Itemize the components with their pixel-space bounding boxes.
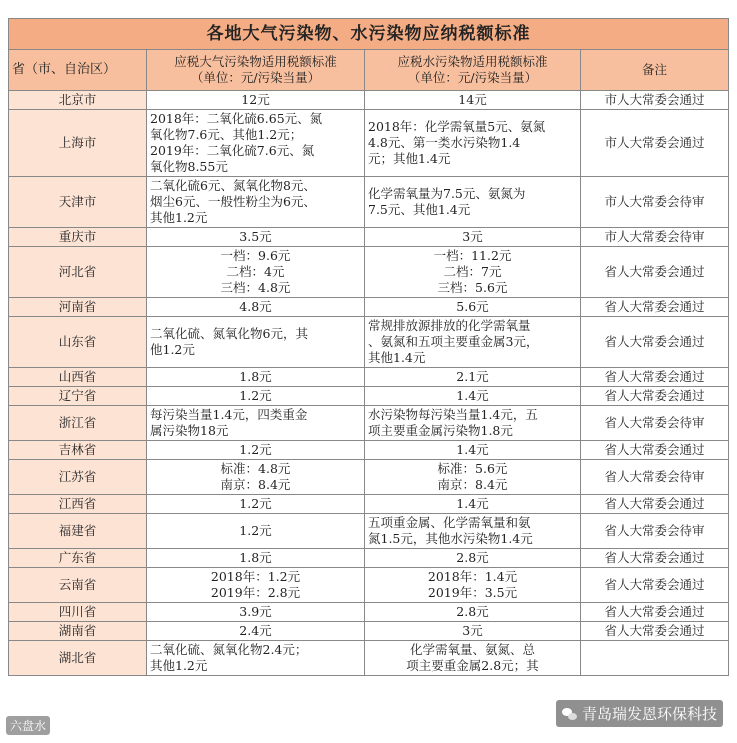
water-rate-line: 化学需氧量为7.5元、氨氮为 [368,186,526,201]
air-rate-cell [147,568,365,603]
air-rate-line: 氧化物7.6元、其他1.2元； [150,127,303,142]
note-cell: 省人大常委会通过 [581,549,729,568]
table-row [9,298,729,317]
air-rate-line: 2019年：二氧化硫7.6元、氮 [150,143,315,158]
water-rate-line: 化学需氧量、氨氮、总 [409,642,535,657]
water-rate-line: 标准：5.6元 [437,461,508,476]
water-rate-line: 南京：8.4元 [437,477,508,492]
air-rate-line: 氧化物8.55元 [150,159,228,174]
note-cell: 市人大常委会待审 [581,177,729,228]
water-rate-cell [365,406,581,441]
province-cell: 吉林省 [9,441,147,460]
header-water-line2: （单位：元/污染当量） [407,70,538,85]
water-rate-cell [365,549,581,568]
province-cell: 上海市 [9,110,147,177]
water-rate-cell [365,177,581,228]
water-rate-line: 2019年：3.5元 [427,585,518,600]
water-rate-line: 14元 [458,92,487,107]
note-cell: 市人大常委会通过 [581,91,729,110]
table-row [9,91,729,110]
note-cell: 省人大常委会通过 [581,317,729,368]
province-cell: 辽宁省 [9,387,147,406]
province-cell: 河南省 [9,298,147,317]
water-rate-line: 元；其他1.4元 [368,151,451,166]
water-rate-line: 项主要重金属2.8元；其 [406,658,539,673]
water-rate-cell [365,495,581,514]
province-cell: 福建省 [9,514,147,549]
water-rate-line: 、氨氮和五项主要重金属3元， [368,334,539,349]
air-rate-line: 一档：9.6元 [220,248,291,263]
table-row [9,460,729,495]
watermark-right [556,700,723,727]
note-cell: 省人大常委会通过 [581,622,729,641]
water-rate-line: 2018年：化学需氧量5元、氨氮 [368,119,546,134]
water-rate-cell [365,603,581,622]
air-rate-line: 1.8元 [239,369,272,384]
table-row [9,177,729,228]
air-rate-cell [147,603,365,622]
water-rate-line: 1.4元 [456,496,489,511]
air-rate-line: 12元 [241,92,270,107]
note-cell: 省人大常委会待审 [581,406,729,441]
air-rate-line: 三档：4.8元 [220,280,291,295]
note-cell: 市人大常委会通过 [581,110,729,177]
table-row [9,495,729,514]
table-row [9,603,729,622]
water-rate-cell [365,317,581,368]
tax-standard-table [8,18,729,676]
province-cell: 湖南省 [9,622,147,641]
water-rate-cell [365,247,581,298]
air-rate-cell [147,247,365,298]
air-rate-line: 1.2元 [239,496,272,511]
water-rate-line: 常规排放源排放的化学需氧量 [368,318,531,333]
air-rate-line: 烟尘6元、一般性粉尘为6元、 [150,194,316,209]
air-rate-line: 每污染当量1.4元，四类重金 [150,407,308,422]
table-row [9,568,729,603]
province-cell: 浙江省 [9,406,147,441]
water-rate-line: 3元 [462,623,483,638]
header-row [9,50,729,91]
water-rate-line: 一档：11.2元 [433,248,512,263]
water-rate-line: 2.8元 [456,604,489,619]
table-row [9,406,729,441]
air-rate-line: 二档：4元 [226,264,285,279]
province-cell: 广东省 [9,549,147,568]
water-rate-line: 5.6元 [456,299,489,314]
note-cell: 市人大常委会待审 [581,228,729,247]
air-rate-line: 4.8元 [239,299,272,314]
water-rate-cell [365,298,581,317]
water-rate-cell [365,387,581,406]
province-cell: 山东省 [9,317,147,368]
note-cell: 省人大常委会通过 [581,568,729,603]
air-rate-line: 2.4元 [239,623,272,638]
water-rate-line: 三档：5.6元 [437,280,508,295]
air-rate-line: 二氧化硫、氮氧化物2.4元； [150,642,308,657]
air-rate-line: 2018年：二氧化硫6.65元、氮 [150,111,323,126]
table-row [9,368,729,387]
province-cell: 江西省 [9,495,147,514]
province-cell: 山西省 [9,368,147,387]
province-cell: 江苏省 [9,460,147,495]
air-rate-cell [147,110,365,177]
air-rate-line: 1.2元 [239,442,272,457]
province-cell: 河北省 [9,247,147,298]
air-rate-line: 3.5元 [239,229,272,244]
air-rate-line: 1.2元 [239,388,272,403]
header-air-line1: 应税大气污染物适用税额标准 [174,54,337,69]
water-rate-line: 项主要重金属污染物1.8元 [368,423,513,438]
note-cell: 省人大常委会通过 [581,247,729,298]
air-rate-line: 南京：8.4元 [220,477,291,492]
water-rate-cell [365,91,581,110]
province-cell: 天津市 [9,177,147,228]
water-rate-line: 3元 [462,229,483,244]
air-rate-cell [147,387,365,406]
note-cell: 省人大常委会通过 [581,387,729,406]
water-rate-cell [365,641,581,676]
air-rate-cell [147,641,365,676]
table-row [9,622,729,641]
water-rate-line: 其他1.4元 [368,350,426,365]
air-rate-line: 标准：4.8元 [220,461,291,476]
water-rate-line: 2018年：1.4元 [427,569,518,584]
province-cell: 北京市 [9,91,147,110]
table-row [9,641,729,676]
water-rate-line: 2.8元 [456,550,489,565]
province-cell: 湖北省 [9,641,147,676]
wechat-icon [562,707,578,721]
air-rate-cell [147,228,365,247]
air-rate-line: 二氧化硫、氮氧化物6元，其 [150,326,308,341]
table-row [9,317,729,368]
header-air [147,50,365,91]
air-rate-cell [147,177,365,228]
air-rate-line: 3.9元 [239,604,272,619]
air-rate-cell [147,495,365,514]
note-cell: 省人大常委会通过 [581,603,729,622]
water-rate-cell [365,110,581,177]
note-cell: 省人大常委会通过 [581,495,729,514]
air-rate-cell [147,549,365,568]
water-rate-line: 五项重金属、化学需氧量和氨 [368,515,531,530]
air-rate-cell [147,298,365,317]
air-rate-cell [147,317,365,368]
water-rate-line: 水污染物每污染当量1.4元，五 [368,407,538,422]
water-rate-line: 4.8元、第一类水污染物1.4 [368,135,521,150]
water-rate-line: 1.4元 [456,442,489,457]
table-row [9,387,729,406]
table-row [9,247,729,298]
air-rate-line: 属污染物18元 [150,423,229,438]
water-rate-cell [365,514,581,549]
air-rate-line: 1.8元 [239,550,272,565]
province-cell: 重庆市 [9,228,147,247]
province-cell: 四川省 [9,603,147,622]
table-row [9,514,729,549]
note-cell: 省人大常委会通过 [581,368,729,387]
header-water [365,50,581,91]
table-title: 各地大气污染物、水污染物应纳税额标准 [9,19,729,50]
air-rate-line: 其他1.2元 [150,210,208,225]
air-rate-cell [147,406,365,441]
water-rate-cell [365,460,581,495]
water-rate-cell [365,622,581,641]
watermark-right-text: 青岛瑞发恩环保科技 [581,705,717,723]
tax-standard-sheet [8,18,728,676]
watermark-left: 六盘水 [6,716,50,735]
note-cell [581,641,729,676]
note-cell: 省人大常委会待审 [581,460,729,495]
table-body [9,91,729,676]
air-rate-line: 二氧化硫6元、氮氧化物8元、 [150,178,316,193]
air-rate-cell [147,441,365,460]
table-row [9,549,729,568]
note-cell: 省人大常委会待审 [581,514,729,549]
table-row [9,110,729,177]
air-rate-line: 其他1.2元 [150,658,208,673]
air-rate-cell [147,460,365,495]
table-row [9,441,729,460]
water-rate-cell [365,568,581,603]
water-rate-line: 7.5元、其他1.4元 [368,202,471,217]
table-row [9,228,729,247]
air-rate-line: 2018年：1.2元 [210,569,301,584]
air-rate-line: 他1.2元 [150,342,195,357]
air-rate-cell [147,91,365,110]
header-note: 备注 [581,50,729,91]
water-rate-cell [365,228,581,247]
note-cell: 省人大常委会通过 [581,441,729,460]
air-rate-cell [147,514,365,549]
water-rate-line: 1.4元 [456,388,489,403]
header-air-line2: （单位：元/污染当量） [190,70,321,85]
air-rate-line: 2019年：2.8元 [210,585,301,600]
air-rate-cell [147,368,365,387]
water-rate-line: 2.1元 [456,369,489,384]
air-rate-cell [147,622,365,641]
water-rate-cell [365,441,581,460]
header-water-line1: 应税水污染物适用税额标准 [397,54,548,69]
air-rate-line: 1.2元 [239,523,272,538]
water-rate-line: 二档：7元 [443,264,502,279]
water-rate-line: 氮1.5元，其他水污染物1.4元 [368,531,533,546]
header-province: 省（市、自治区） [9,50,147,91]
province-cell: 云南省 [9,568,147,603]
note-cell: 省人大常委会通过 [581,298,729,317]
water-rate-cell [365,368,581,387]
